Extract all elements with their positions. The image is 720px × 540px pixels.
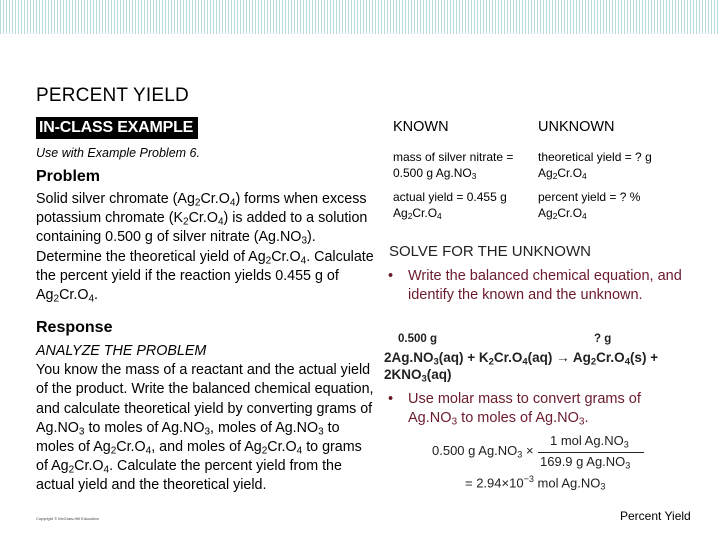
copyright-note: Copyright © McGraw-Hill Education [36,516,99,521]
response-heading: Response [36,319,113,336]
conversion-result: = $2.94\times 10^{-3}$ mol $Ag.NO_3$ [465,474,606,492]
conversion-fraction [432,433,692,473]
bullet-dot: • [388,268,394,284]
footer-label: Percent Yield [620,509,691,523]
bullet-write-equation [388,267,688,323]
problem-heading: Problem [36,168,101,185]
problem-text: Solid silver chromate $(Ag_2Cr.O_4)$ forms when excess potassium chromate $(K_2Cr.O_4)$ is added to a solution containing 0.500 g of silver nitrate $(Ag.NO_3)$. Determine the theoretical yield of $Ag_2Cr.O_4$. Calculate the percent yield if the reaction yields 0.455 g of $Ag_2Cr.O_4$. [36,191,374,305]
page-title: PERCENT YIELD [36,85,189,106]
bullet-text: Write the balanced chemical equation, and identify the known and the unknown. [408,268,682,303]
response-text: ANALYZE THE PROBLEM You know the mass of a reactant and the actual yield of the product. Write the balanced chemical equation, and calculate theoretical yield by converting grams of $Ag.NO_3$ to moles of $Ag.NO_3$, moles of $Ag.NO_3$ to moles of $Ag_2Cr.O_4$, and moles of $Ag_2Cr.O_4$ to grams of $Ag_2Cr.O_4$. Calculate the percent yield from the actual yield and the theoretical yield. [36,342,376,496]
unknown-item-theoretical-yield: theoretical yield = ? g $Ag_2Cr.O_4$ [538,150,652,182]
bullet-dot: • [388,391,394,407]
conversion-given: 0.500 g $Ag.NO_3$ × [432,443,534,460]
known-header: KNOWN [393,119,449,135]
conversion-denominator: 169.9 g $Ag.NO_3$ [540,454,631,471]
unknown-item-percent-yield: percent yield = ? % $Ag_2Cr.O_4$ [538,190,641,222]
bullet-text: Use molar mass to convert grams of $Ag.NO_3$ to moles of $Ag.NO_3$. [408,391,641,428]
given-mass-label: 0.500 g [398,333,437,345]
known-item-mass: mass of silver nitrate = 0.500 g $Ag.NO_3$ [393,150,514,182]
bullet-molar-mass [388,390,688,430]
analyze-step-label: ANALYZE THE PROBLEM [36,343,207,359]
solve-heading: SOLVE FOR THE UNKNOWN [389,243,591,260]
use-with-note: Use with Example Problem 6. [36,146,200,160]
fraction-bar [538,452,644,453]
unknown-mass-label: ? g [594,333,612,345]
top-decorative-band [0,0,720,40]
known-item-actual-yield: actual yield = 0.455 g $Ag_2Cr.O_4$ [393,190,507,222]
conversion-numerator: 1 mol $Ag.NO_3$ [550,433,629,450]
balanced-equation: $2Ag.NO_3(aq) + K_2Cr.O_4(aq) \to Ag_2Cr.O_4(s) + 2KNO_3(aq)$ [384,350,659,385]
unknown-header: UNKNOWN [538,119,615,135]
in-class-example-badge: IN-CLASS EXAMPLE [36,117,198,139]
